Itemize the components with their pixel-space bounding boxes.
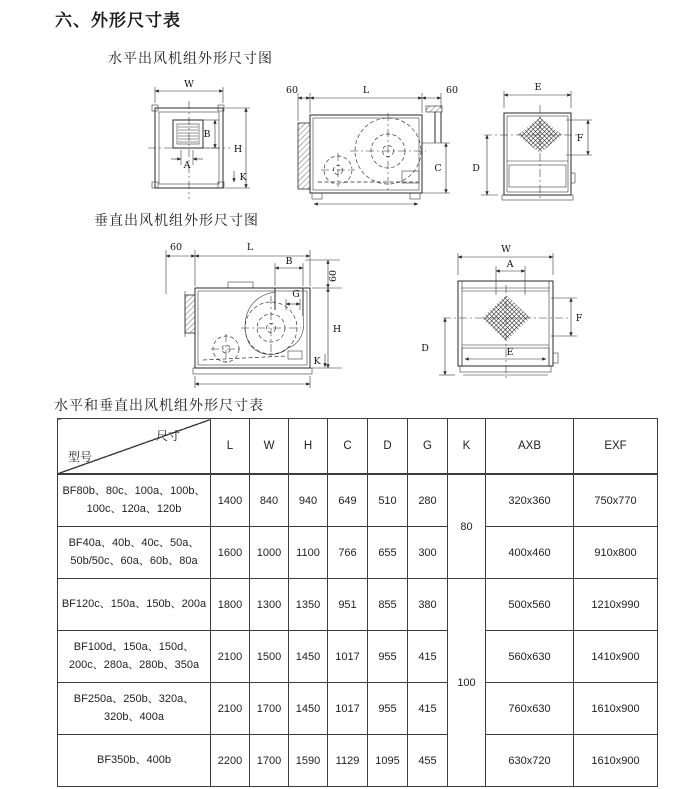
casing-outline — [148, 101, 230, 199]
subtitle-dimensions-table: 水平和垂直出风机组外形尺寸表 — [54, 399, 264, 414]
corner-label-model: 型号 — [68, 450, 93, 464]
header-cell-L: L — [211, 419, 250, 475]
cell-W: 1000 — [250, 527, 289, 579]
table-row — [58, 527, 658, 579]
dim-label-b: B — [285, 256, 293, 267]
cell-H: 1450 — [289, 631, 328, 683]
cell-D: 510 — [368, 474, 408, 527]
table-row — [58, 631, 658, 683]
dim-label-h: H — [233, 144, 243, 155]
louver-grille — [178, 127, 198, 142]
cell-W: 1500 — [250, 631, 289, 683]
dim-label-l: L — [246, 242, 254, 253]
model-cell: BF40a、40b、40c、50a、50b/50c、60a、60b、80a — [58, 527, 211, 579]
cell-EXF: 750x770 — [574, 474, 658, 527]
dim-label-60-top-right: 60 — [328, 269, 339, 283]
header-cell-G: G — [408, 419, 448, 475]
cell-C: 951 — [328, 579, 368, 631]
dim-label-c: C — [434, 163, 442, 174]
dim-label-k: K — [313, 356, 321, 367]
cell-L: 1600 — [211, 527, 250, 579]
cell-G: 415 — [408, 683, 448, 735]
cell-G: 455 — [408, 735, 448, 787]
cell-D: 955 — [368, 631, 408, 683]
model-cell: BF250a、250b、320a、320b、400a — [58, 683, 211, 735]
dim-label-w: W — [184, 79, 194, 90]
casing-outline — [298, 106, 442, 199]
cell-W: 840 — [250, 474, 289, 527]
cell-C: 766 — [328, 527, 368, 579]
header-cell-D: D — [368, 419, 408, 475]
subtitle-horizontal-diagram: 水平出风机组外形尺寸图 — [108, 52, 273, 67]
header-corner-cell — [58, 419, 211, 475]
fan-and-motor — [318, 113, 426, 191]
cell-EXF: 1610x900 — [574, 735, 658, 787]
dim-label-f: F — [575, 313, 583, 324]
dim-label-d: D — [472, 163, 480, 174]
dim-label-d: D — [421, 343, 429, 354]
cell-D: 1095 — [368, 735, 408, 787]
cell-AXB: 320x360 — [486, 474, 574, 527]
cell-G: 380 — [408, 579, 448, 631]
cell-D: 655 — [368, 527, 408, 579]
cell-C: 649 — [328, 474, 368, 527]
model-cell: BF100d、150a、150d、200c、280a、280b、350a — [58, 631, 211, 683]
cell-AXB: 760x630 — [486, 683, 574, 735]
cell-L: 2100 — [211, 631, 250, 683]
cell-K-merged: 80 — [448, 474, 486, 579]
header-cell-W: W — [250, 419, 289, 475]
cell-EXF: 910x800 — [574, 527, 658, 579]
cell-H: 940 — [289, 474, 328, 527]
table-row — [58, 579, 658, 631]
dim-label-b: B — [203, 129, 211, 140]
dim-label-a: A — [506, 259, 514, 270]
header-cell-K: K — [448, 419, 486, 475]
cell-H: 1590 — [289, 735, 328, 787]
cell-L: 1400 — [211, 474, 250, 527]
diagram-horizontal-front-view — [133, 73, 258, 203]
model-cell: BF120c、150a、150b、200a — [58, 579, 211, 631]
cell-L: 1800 — [211, 579, 250, 631]
cell-D: 955 — [368, 683, 408, 735]
cell-EXF: 1410x900 — [574, 631, 658, 683]
model-cell: BF350b、400b — [58, 735, 211, 787]
cell-C: 1017 — [328, 683, 368, 735]
header-cell-H: H — [289, 419, 328, 475]
cell-G: 280 — [408, 474, 448, 527]
dim-label-l: L — [362, 85, 370, 96]
subtitle-vertical-diagram: 垂直出风机组外形尺寸图 — [94, 214, 259, 229]
cell-W: 1700 — [250, 735, 289, 787]
fan-and-motor — [203, 292, 304, 364]
dim-label-60-left: 60 — [285, 85, 299, 96]
cell-G: 415 — [408, 631, 448, 683]
dim-label-k: K — [239, 172, 247, 183]
table-row — [58, 474, 658, 527]
casing-outline — [443, 281, 569, 379]
cell-H: 1450 — [289, 683, 328, 735]
casing-outline — [484, 105, 580, 200]
cell-C: 1129 — [328, 735, 368, 787]
cell-AXB: 500x560 — [486, 579, 574, 631]
table-row — [58, 735, 658, 787]
cell-G: 300 — [408, 527, 448, 579]
cell-H: 1100 — [289, 527, 328, 579]
dim-label-g: G — [292, 289, 300, 300]
corner-label-size: 尺寸 — [155, 429, 180, 443]
header-cell-EXF: EXF — [574, 419, 658, 475]
cell-L: 2100 — [211, 683, 250, 735]
cell-H: 1350 — [289, 579, 328, 631]
diagram-vertical-side-view — [128, 236, 363, 401]
dim-label-f: F — [576, 133, 584, 144]
dimensions-table — [57, 418, 658, 787]
cell-AXB: 630x720 — [486, 735, 574, 787]
dim-label-60-right: 60 — [445, 85, 459, 96]
cell-W: 1300 — [250, 579, 289, 631]
dim-label-h: H — [332, 324, 342, 335]
dim-label-e: E — [506, 347, 514, 358]
dim-label-60-left: 60 — [169, 242, 183, 253]
cell-C: 1017 — [328, 631, 368, 683]
cell-AXB: 560x630 — [486, 631, 574, 683]
cell-EXF: 1210x990 — [574, 579, 658, 631]
dim-label-w: W — [501, 244, 511, 255]
cell-L: 2200 — [211, 735, 250, 787]
dim-label-e: E — [534, 82, 542, 93]
cell-D: 855 — [368, 579, 408, 631]
cell-EXF: 1610x900 — [574, 683, 658, 735]
model-cell: BF80b、80c、100a、100b、100c、120a、120b — [58, 474, 211, 527]
cell-W: 1700 — [250, 683, 289, 735]
diagram-vertical-rear-view — [413, 233, 603, 403]
page-title: 六、外形尺寸表 — [55, 11, 181, 30]
diagram-horizontal-side-view — [276, 73, 471, 208]
table-row — [58, 683, 658, 735]
table-header-row — [58, 419, 658, 475]
diagram-horizontal-rear-view — [468, 73, 653, 208]
header-cell-C: C — [328, 419, 368, 475]
cell-AXB: 400x460 — [486, 527, 574, 579]
header-cell-AXB: AXB — [486, 419, 574, 475]
cell-K-merged: 100 — [448, 579, 486, 787]
dim-label-a: A — [183, 160, 191, 171]
